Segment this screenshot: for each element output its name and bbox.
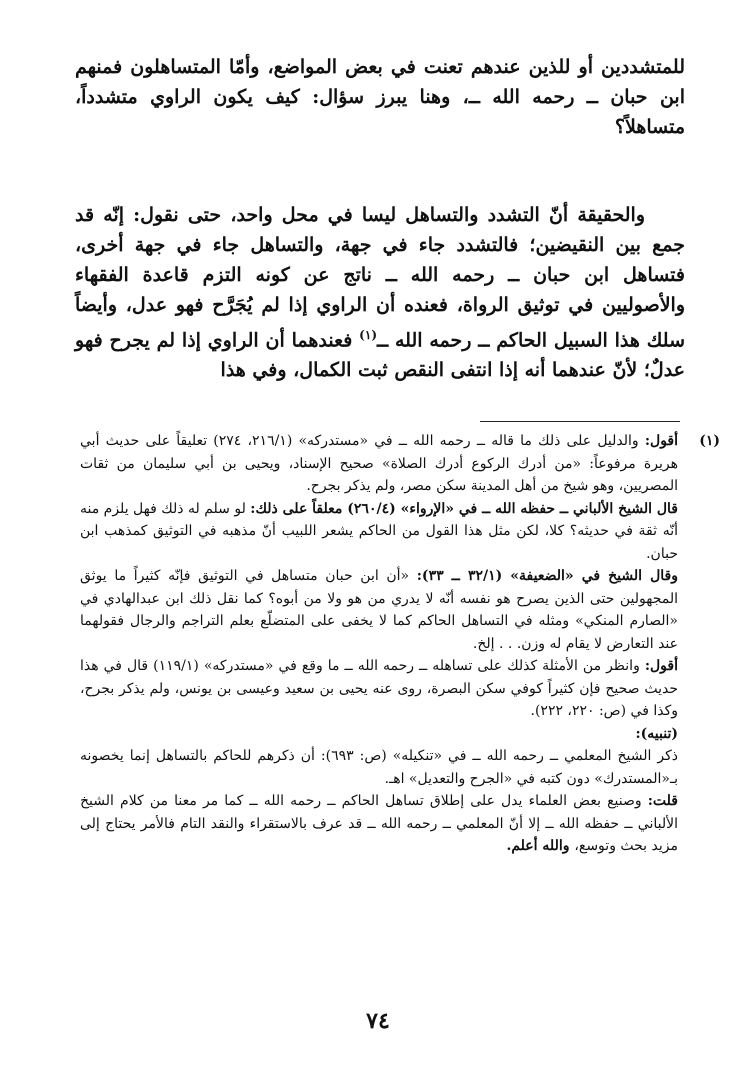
paragraph-text-after: فعندهما أن الراوي إذا لم يجرح فهو عدلٌ؛ لأنّ عندهما أنه إذا انتفى النقص ثبت الكمال، وفي هذا <box>75 329 685 382</box>
footnote-1 <box>80 430 720 498</box>
main-paragraph-1 <box>75 52 685 142</box>
footnote-block <box>80 565 720 655</box>
paragraph-text: للمتشددين أو للذين عندهم تعنت في بعض المواضع، وأمّا المتساهلون فمنهم ابن حبان ــ رحمه الله ــ، وهنا يبرز سؤال: كيف يكون الراوي متشدداً، متساهلاً؟ <box>75 56 685 138</box>
footnote-block <box>80 498 720 566</box>
footnote-reference[interactable]: (١) <box>359 328 377 342</box>
footnote-block <box>80 430 678 498</box>
footnote-separator <box>480 421 680 422</box>
page-number: ٧٤ <box>366 1008 390 1034</box>
block-label: وقال الشيخ في «الضعيفة» (٣٢/١ ــ ٣٣): <box>416 568 678 584</box>
footnote-block <box>80 790 720 858</box>
footnote-block: ذكر الشيخ المعلمي ــ رحمه الله ــ في «تنكيله» (ص: ٦٩٣): أن ذكرهم للحاكم بالتساهل إنما يخصونه بـ«المستدرك» دون كتبه في «الجرح والتعديل» اهـ. <box>80 748 678 787</box>
block-text: «أن ابن حبان متساهل في التوثيق فإنّه كثيراً ما يوثق المجهولين حتى الذين يصرح هو نفسه أنّه لا يدري من هو ولا من أبوه؟ كما نقل ذلك ابن عبدالهادي في «الصارم المنكي» ومثله في التساهل الحاكم كما لا يخفى على المتضلّع بعلم التراجم والرجال فقولهما عند التعارض لا يقام له وزن. . . إلخ. <box>80 568 679 652</box>
footnotes <box>80 430 720 858</box>
main-paragraph-2 <box>75 200 685 385</box>
block-text: وصنيع بعض العلماء يدل على إطلاق تساهل الحاكم ــ رحمه الله ــ كما مر معنا من كلام الشيخ الألباني ــ حفظه الله ــ إلا أنّ المعلمي ــ رحمه الله ــ قد عرف بالاستقراء والنقد التام فالأمر يحتاج إلى مزيد بحث وتوسع، <box>80 793 678 854</box>
footnote-block <box>80 655 720 723</box>
footnote-notice-label: (تنبيه): <box>635 725 678 742</box>
block-text: لو سلم له ذلك فهل يلزم منه أنّه ثقة في حديثه؟ كلا، لكن مثل هذا القول من الحاكم يشعر اللبيب أنّ مذهبه في التوثيق كمذهب ابن حبان. <box>79 500 678 562</box>
block-label: قلت: <box>647 793 678 809</box>
block-text: وانظر من الأمثلة كذلك على تساهله ــ رحمه الله ــ ما وقع في «مستدركه» (١١٩/١) قال في هذا حديث صحيح فإن كثيراً كوفي سكن البصرة، روى عنه يحيى بن سعيد وعيسى بن يونس، ولم يذكر بجرح، وكذا في (ص: ٢٢٠، ٢٢٢). <box>80 658 678 719</box>
block-closing: والله أعلم. <box>506 838 575 854</box>
footnote-number: (١) <box>699 433 720 449</box>
paragraph-text-before: والحقيقة أنّ التشدد والتساهل ليسا في محل واحد، حتى نقول: إنّه قد جمع بين النقيضين؛ فالتشدد جاء في جهة، والتساهل جاء في جهة أخرى، فتساهل ابن حبان ــ رحمه الله ــ ناتج عن كونه التزم قاعدة الفقهاء والأصوليين في توثيق الرواة، فعنده أن الراوي إذا لم يُجَرَّح فهو عدل، وأيضاً سلك هذا السبيل الحاكم ــ رحمه الله ــ <box>75 204 685 352</box>
block-label: أقول: <box>644 658 678 674</box>
block-text: والدليل على ذلك ما قاله ــ رحمه الله ــ في «مستدركه» (٢١٦/١، ٢٧٤) تعليقاً على حديث أبي هريرة مرفوعاً: «من أدرك الركوع أدرك الصلاة» صحيح الإسناد، ويحيى بن أبي سليمان من ثقات المصريين، وهو شيخ من أهل المدينة سكن مصر، ولم يذكر بجرح. <box>80 433 678 494</box>
paragraph-text <box>75 200 685 385</box>
block-label: قال الشيخ الألباني ــ حفظه الله ــ في «الإرواء» (٢٦٠/٤) معلقاً على ذلك: <box>250 500 678 517</box>
block-label: أقول: <box>644 433 679 449</box>
